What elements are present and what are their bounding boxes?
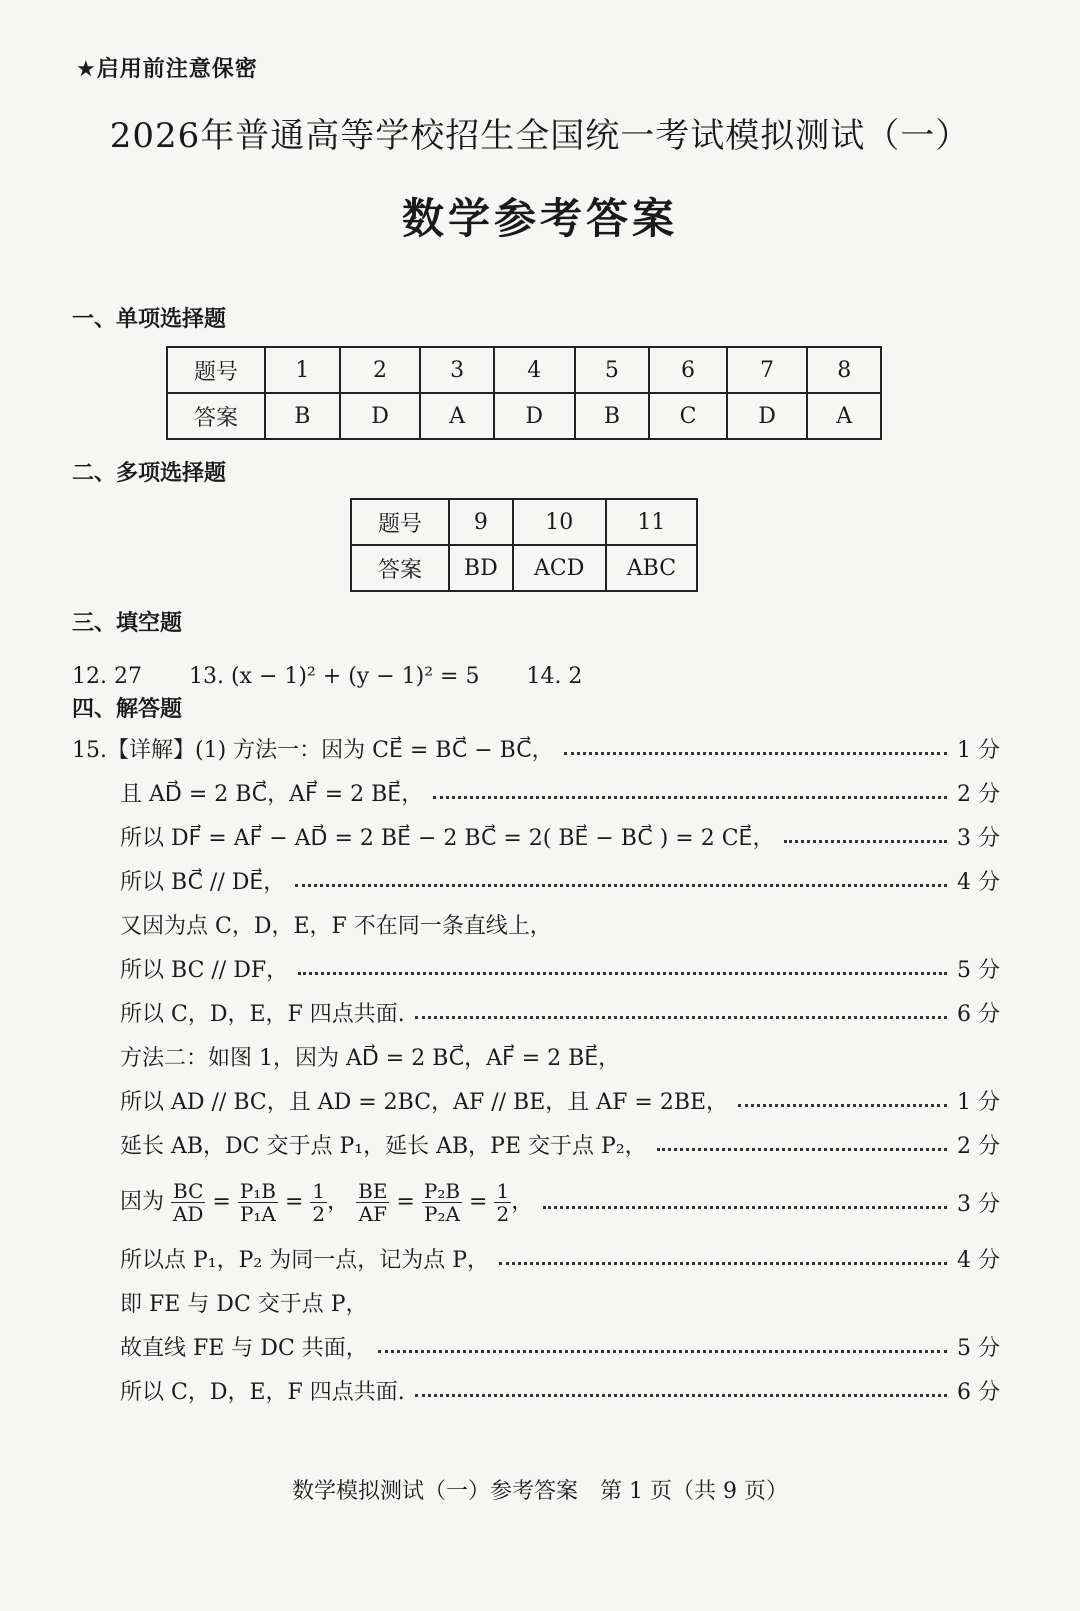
answer-cell: BD bbox=[449, 545, 513, 591]
fraction-numerator: P₂B bbox=[423, 1178, 461, 1203]
fraction-denominator: 2 bbox=[312, 1201, 326, 1226]
fraction bbox=[422, 1180, 462, 1225]
solution-text: 所以 BC⃗ // DE⃗， bbox=[120, 869, 286, 895]
solution-text: 所以 AD // BC，且 AD = 2BC，AF // BE，且 AF = 2BE， bbox=[120, 1089, 729, 1115]
leader-dots bbox=[499, 1259, 947, 1265]
solution-line bbox=[72, 730, 1000, 766]
row-label: 题号 bbox=[167, 347, 265, 393]
row-label: 答案 bbox=[167, 393, 265, 439]
fraction bbox=[494, 1180, 511, 1225]
solution-text: 延长 AB，DC 交于点 P₁，延长 AB，PE 交于点 P₂， bbox=[120, 1133, 647, 1159]
leader-dots bbox=[295, 881, 947, 887]
solution-text: 所以 DF⃗ = AF⃗ − AD⃗ = 2 BE⃗ − 2 BC⃗ = 2( BE⃗ − BC⃗ ) = 2 CE⃗， bbox=[120, 825, 775, 851]
section-heading-multi-choice: 二、多项选择题 bbox=[72, 461, 227, 486]
exam-title: 2026年普通高等学校招生全国统一考试模拟测试（一） bbox=[109, 116, 971, 156]
solution-line bbox=[120, 1038, 1000, 1074]
solution-line bbox=[120, 1328, 1000, 1364]
fraction-numerator: BE bbox=[358, 1178, 388, 1203]
score-label: 3 分 bbox=[957, 1191, 1000, 1217]
solution-line bbox=[120, 1240, 1000, 1276]
answer-cell: B bbox=[575, 393, 650, 439]
answer-cell: B bbox=[265, 393, 340, 439]
solution-text: 即 FE 与 DC 交于点 P， bbox=[120, 1291, 368, 1317]
question-number: 5 bbox=[575, 347, 650, 393]
fraction-denominator: P₂A bbox=[423, 1201, 460, 1226]
solution-text: 所以点 P₁，P₂ 为同一点，记为点 P， bbox=[120, 1247, 490, 1273]
fraction-numerator: 1 bbox=[496, 1178, 510, 1203]
score-label: 5 分 bbox=[957, 957, 1000, 983]
question-number: 6 bbox=[649, 347, 726, 393]
solution-line bbox=[120, 1126, 1000, 1162]
answer-cell: D bbox=[494, 393, 575, 439]
fraction-numerator: 1 bbox=[312, 1178, 326, 1203]
fill-blank-answer: 12. 27 bbox=[72, 664, 142, 689]
solution-text: 所以 BC // DF， bbox=[120, 957, 289, 983]
score-label: 1 分 bbox=[957, 1089, 1000, 1115]
question-number: 1 bbox=[265, 347, 340, 393]
leader-dots bbox=[298, 969, 947, 975]
fraction bbox=[310, 1180, 327, 1225]
answer-cell: C bbox=[649, 393, 726, 439]
answer-cell: ACD bbox=[513, 545, 606, 591]
score-label: 5 分 bbox=[957, 1335, 1000, 1361]
solution-line bbox=[120, 1372, 1000, 1408]
score-label: 4 分 bbox=[957, 1247, 1000, 1273]
score-label: 2 分 bbox=[957, 781, 1000, 807]
answer-cell: D bbox=[727, 393, 808, 439]
page-footer: 数学模拟测试（一）参考答案 第 1 页（共 9 页） bbox=[292, 1479, 788, 1504]
fraction-prefix: 因为 bbox=[120, 1189, 165, 1214]
table-row bbox=[351, 545, 697, 591]
leader-dots bbox=[415, 1391, 947, 1397]
answer-cell: A bbox=[807, 393, 881, 439]
answer-cell: A bbox=[420, 393, 494, 439]
solution-line bbox=[120, 818, 1000, 854]
solution-line bbox=[120, 950, 1000, 986]
fill-blank-answer: 13. (x − 1)² + (y − 1)² = 5 bbox=[188, 664, 480, 689]
question-number: 7 bbox=[727, 347, 808, 393]
leader-dots bbox=[543, 1203, 947, 1209]
leader-dots bbox=[433, 793, 947, 799]
answer-cell: ABC bbox=[606, 545, 697, 591]
question-number: 8 bbox=[807, 347, 881, 393]
section-heading-solutions: 四、解答题 bbox=[72, 697, 183, 722]
leader-dots bbox=[415, 1013, 947, 1019]
row-label: 题号 bbox=[351, 499, 449, 545]
question-number: 9 bbox=[449, 499, 513, 545]
question-number: 2 bbox=[340, 347, 421, 393]
score-label: 2 分 bbox=[957, 1133, 1000, 1159]
fraction-numerator: BC bbox=[173, 1178, 204, 1203]
table-row bbox=[167, 393, 881, 439]
score-label: 6 分 bbox=[957, 1001, 1000, 1027]
solution-line bbox=[120, 1082, 1000, 1118]
question-number: 10 bbox=[513, 499, 606, 545]
solution-text: 故直线 FE 与 DC 共面， bbox=[120, 1335, 368, 1361]
solution-text: 所以 C，D，E，F 四点共面. bbox=[120, 1379, 405, 1405]
multi-choice-answer-table bbox=[350, 498, 698, 592]
subject-title: 数学参考答案 bbox=[401, 194, 678, 243]
fraction bbox=[238, 1180, 278, 1225]
section-heading-fill-blank: 三、填空题 bbox=[72, 611, 183, 636]
fill-blank-answer: 14. 2 bbox=[526, 664, 583, 689]
row-label: 答案 bbox=[351, 545, 449, 591]
score-label: 1 分 bbox=[957, 737, 1000, 763]
table-row bbox=[167, 347, 881, 393]
fraction-denominator: P₁A bbox=[239, 1201, 276, 1226]
fraction-expression: 因为 $\frac{BC}{AD}$ = $\frac{\text{P₁B}}{\text{P₁A}}$ = $\frac{1}{2}$ ， $\frac{BE}{AF}$ = $\frac{\text{P₂B}}{\text{P₂A}}$ = $\frac{1}{2}$ ， bbox=[120, 1178, 534, 1226]
fraction-numerator: P₁B bbox=[239, 1178, 276, 1203]
score-label: 6 分 bbox=[957, 1379, 1000, 1405]
fraction bbox=[171, 1180, 205, 1225]
solution-line bbox=[120, 862, 1000, 898]
fraction-denominator: 2 bbox=[496, 1201, 510, 1226]
solution-text: 15.【详解】(1) 方法一：因为 CE⃗ = BC⃗ − BC⃗， bbox=[72, 737, 554, 763]
leader-dots bbox=[657, 1145, 947, 1151]
solution-text: 且 AD⃗ = 2 BC⃗，AF⃗ = 2 BE⃗， bbox=[120, 781, 424, 807]
solution-text: 所以 C，D，E，F 四点共面. bbox=[120, 1001, 405, 1027]
solution-text: 方法二：如图 1，因为 AD⃗ = 2 BC⃗，AF⃗ = 2 BE⃗， bbox=[120, 1045, 621, 1071]
fraction-denominator: AD bbox=[172, 1201, 204, 1226]
question-number: 11 bbox=[606, 499, 697, 545]
question-number: 3 bbox=[420, 347, 494, 393]
solution-line bbox=[120, 774, 1000, 810]
solution-line bbox=[120, 1284, 1000, 1320]
confidential-label: ★启用前注意保密 bbox=[76, 57, 258, 82]
leader-dots bbox=[378, 1347, 947, 1353]
solution-line bbox=[120, 906, 1000, 942]
fraction-denominator: AF bbox=[358, 1201, 387, 1226]
solution-line bbox=[120, 994, 1000, 1030]
solution-line-fractions bbox=[120, 1172, 1000, 1232]
score-label: 4 分 bbox=[957, 869, 1000, 895]
single-choice-answer-table bbox=[166, 346, 882, 440]
leader-dots bbox=[784, 837, 947, 843]
section-heading-single-choice: 一、单项选择题 bbox=[72, 307, 227, 332]
table-row bbox=[351, 499, 697, 545]
answer-cell: D bbox=[340, 393, 421, 439]
fill-blank-answers bbox=[72, 664, 582, 689]
fraction bbox=[356, 1180, 389, 1225]
score-label: 3 分 bbox=[957, 825, 1000, 851]
leader-dots bbox=[564, 749, 947, 755]
question-number: 4 bbox=[494, 347, 575, 393]
solution-text: 又因为点 C，D，E，F 不在同一条直线上， bbox=[120, 913, 552, 939]
leader-dots bbox=[738, 1101, 947, 1107]
